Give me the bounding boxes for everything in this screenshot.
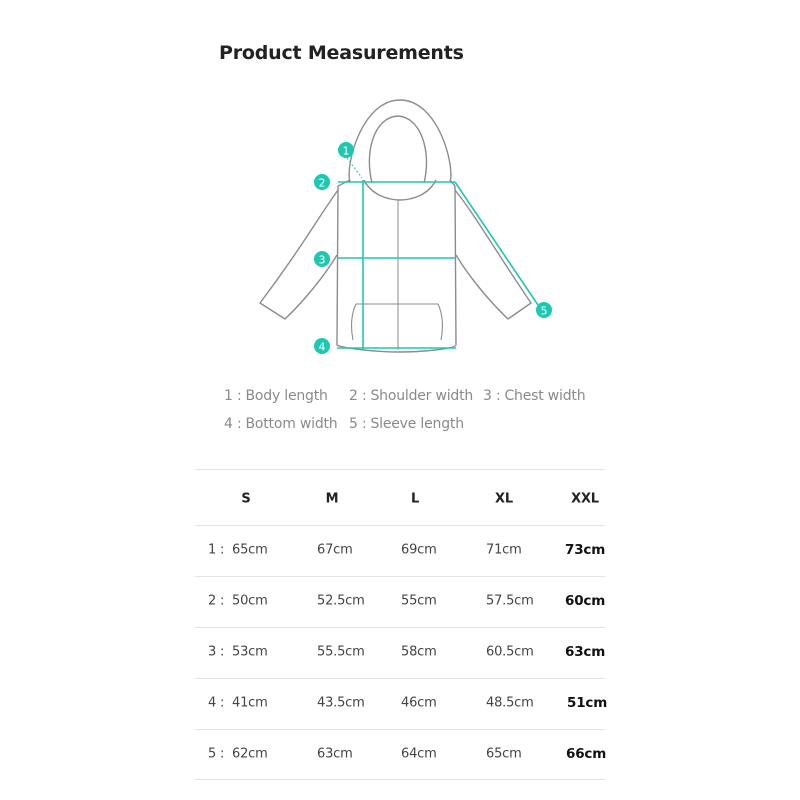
table-cell: 67cm <box>317 542 353 558</box>
header-m: M <box>325 491 339 507</box>
table-cell: 60.5cm <box>486 644 534 660</box>
table-cell: 60cm <box>565 593 606 609</box>
table-cell: 62cm <box>232 746 268 762</box>
hoodie-diagram <box>0 0 800 380</box>
sleeve-length-line <box>455 182 538 305</box>
table-divider <box>195 525 605 526</box>
legend-item-sleeve-length <box>349 416 464 432</box>
svg-text:3: 3 <box>318 253 326 267</box>
svg-text:5: 5 <box>540 304 548 318</box>
header-xl: XL <box>495 491 513 507</box>
table-cell: 65cm <box>232 542 268 558</box>
measurement-lines <box>337 158 538 350</box>
table-cell: 41cm <box>232 695 268 711</box>
table-cell: 63cm <box>317 746 353 762</box>
legend-number: 1 : <box>224 388 242 404</box>
marker-5 <box>536 302 552 318</box>
table-cell: 64cm <box>401 746 437 762</box>
table-cell: 66cm <box>566 746 607 762</box>
table-cell: 46cm <box>401 695 437 711</box>
table-cell: 51cm <box>567 695 608 711</box>
hoodie-outline <box>260 100 531 352</box>
legend-item-body-length <box>224 388 328 404</box>
legend-label: Bottom width <box>245 416 338 432</box>
table-cell: 48.5cm <box>486 695 534 711</box>
legend-number: 4 : <box>224 416 242 432</box>
table-divider <box>195 729 605 730</box>
table-divider <box>195 576 605 577</box>
table-divider <box>195 779 605 780</box>
table-cell: 50cm <box>232 593 268 609</box>
row-label: 2 : <box>208 593 225 609</box>
table-cell: 57.5cm <box>486 593 534 609</box>
table-cell: 55cm <box>401 593 437 609</box>
legend-label: Sleeve length <box>370 416 464 432</box>
legend-number: 2 : <box>349 388 367 404</box>
svg-text:1: 1 <box>342 144 350 158</box>
marker-1 <box>338 142 354 158</box>
header-xxl: XXL <box>571 491 599 507</box>
legend-item-shoulder-width <box>349 388 473 404</box>
row-label: 4 : <box>208 695 225 711</box>
marker-4 <box>314 338 330 354</box>
row-label: 1 : <box>208 542 225 558</box>
page-title: Product Measurements <box>219 42 464 64</box>
legend-number: 5 : <box>349 416 367 432</box>
table-cell: 63cm <box>565 644 606 660</box>
legend-item-chest-width <box>483 388 585 404</box>
table-cell: 43.5cm <box>317 695 365 711</box>
legend-label: Shoulder width <box>370 388 474 404</box>
legend-label: Chest width <box>504 388 586 404</box>
row-label: 5 : <box>208 746 225 762</box>
table-cell: 55.5cm <box>317 644 365 660</box>
table-cell: 58cm <box>401 644 437 660</box>
table-divider <box>195 469 605 470</box>
table-cell: 71cm <box>486 542 522 558</box>
table-cell: 65cm <box>486 746 522 762</box>
row-label: 3 : <box>208 644 225 660</box>
svg-text:4: 4 <box>318 340 326 354</box>
table-cell: 52.5cm <box>317 593 365 609</box>
header-l: L <box>410 491 420 507</box>
table-divider <box>195 627 605 628</box>
legend-label: Body length <box>245 388 328 404</box>
svg-text:2: 2 <box>318 176 326 190</box>
table-cell: 53cm <box>232 644 268 660</box>
legend-number: 3 : <box>483 388 501 404</box>
legend-item-bottom-width <box>224 416 337 432</box>
table-divider <box>195 678 605 679</box>
marker-3 <box>314 251 330 267</box>
header-s: S <box>241 491 251 507</box>
marker-2 <box>314 174 330 190</box>
table-cell: 73cm <box>565 542 606 558</box>
table-cell: 69cm <box>401 542 437 558</box>
